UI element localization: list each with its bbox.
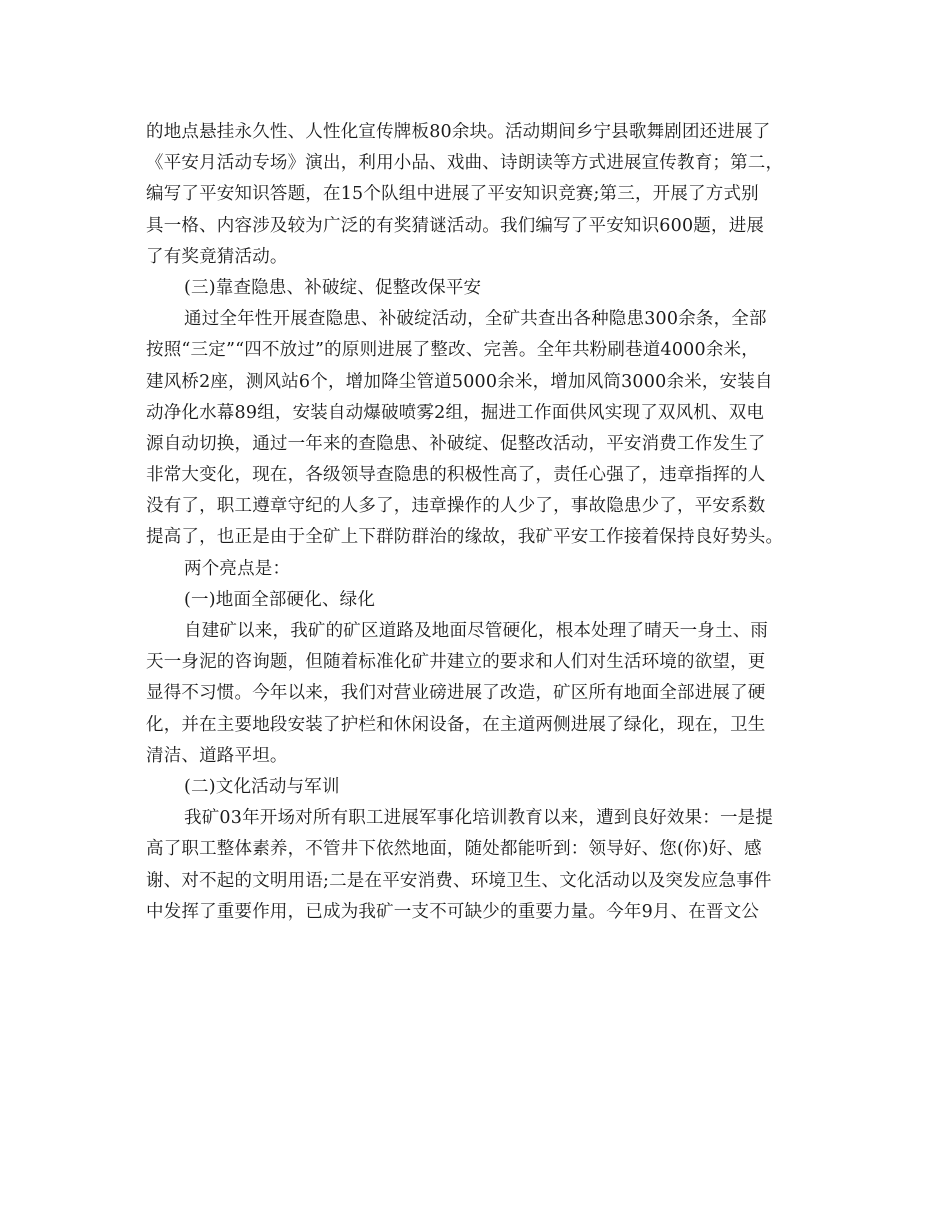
text-line: 建风桥2座，测风站6个，增加降尘管道5000余米，增加风筒3000余米，安装自 [146, 371, 773, 392]
text-line: 化，并在主要地段安装了护栏和休闲设备，在主道两侧进展了绿化，现在，卫生 [146, 714, 766, 735]
text-line: 具一格、内容涉及较为广泛的有奖猜谜活动。我们编写了平安知识600题，进展 [146, 215, 765, 236]
text-line: 《平安月活动专场》演出，利用小品、戏曲、诗朗读等方式进展宣传教育；第二， [146, 153, 784, 174]
text-line: 自建矿以来，我矿的矿区道路及地面尽管硬化，根本处理了晴天一身土、雨 [184, 621, 769, 641]
text-line: (二)文化活动与军训 [184, 776, 340, 797]
text-line: 动净化水幕89组，安装自动爆破喷雾2组，掘进工作面供风实现了双风机、双电 [146, 402, 765, 423]
text-line: 编写了平安知识答题，在15个队组中进展了平安知识竞赛;第三，开展了方式别 [146, 184, 759, 205]
text-line: 了有奖竟猜活动。 [146, 246, 288, 267]
text-line: 源自动切换，通过一年来的查隐患、补破绽、促整改活动，平安消费工作发生了 [146, 433, 766, 454]
text-line: (一)地面全部硬化、绿化 [184, 589, 376, 610]
text-line: 谢、对不起的文明用语;二是在平安消费、环境卫生、文化活动以及突发应急事件 [146, 870, 772, 891]
text-line: 我矿03年开场对所有职工进展军事化培训教育以来，遭到良好效果：一是提 [184, 808, 774, 829]
text-line: 提高了，也正是由于全矿上下群防群治的缘故，我矿平安工作接着保持良好势头。 [146, 527, 784, 548]
text-line: 非常大变化，现在，各级领导查隐患的积极性高了，责任心强了，违章指挥的人 [146, 465, 766, 486]
text-line: 通过全年性开展查隐患、补破绽活动，全矿共查出各种隐患300余条，全部 [184, 309, 767, 330]
document-body [146, 117, 806, 928]
text-line: 的地点悬挂永久性、人性化宣传牌板80余块。活动期间乡宁县歌舞剧团还进展了 [146, 122, 771, 142]
text-line: 中发挥了重要作用，已成为我矿一支不可缺少的重要力量。今年9月、在晋文公 [146, 901, 760, 922]
text-line: 清洁、道路平坦。 [146, 745, 288, 766]
text-line: 天一身泥的咨询题，但随着标准化矿井建立的要求和人们对生活环境的欲望，更 [146, 652, 766, 673]
text-line: 两个亮点是： [184, 558, 291, 579]
text-line: 按照“三定”“四不放过”的原则进展了整改、完善。全年共粉刷巷道4000余米， [146, 340, 759, 361]
text-line: 高了职工整体素养，不管井下依然地面，随处都能听到：领导好、您(你)好、感 [146, 839, 762, 860]
text-line: (三)靠查隐患、补破绽、促整改保平安 [184, 277, 482, 298]
text-line: 没有了，职工遵章守纪的人多了，违章操作的人少了，事故隐患少了，平安系数 [146, 496, 766, 517]
text-line: 显得不习惯。今年以来，我们对营业磅进展了改造，矿区所有地面全部进展了硬 [146, 683, 766, 704]
